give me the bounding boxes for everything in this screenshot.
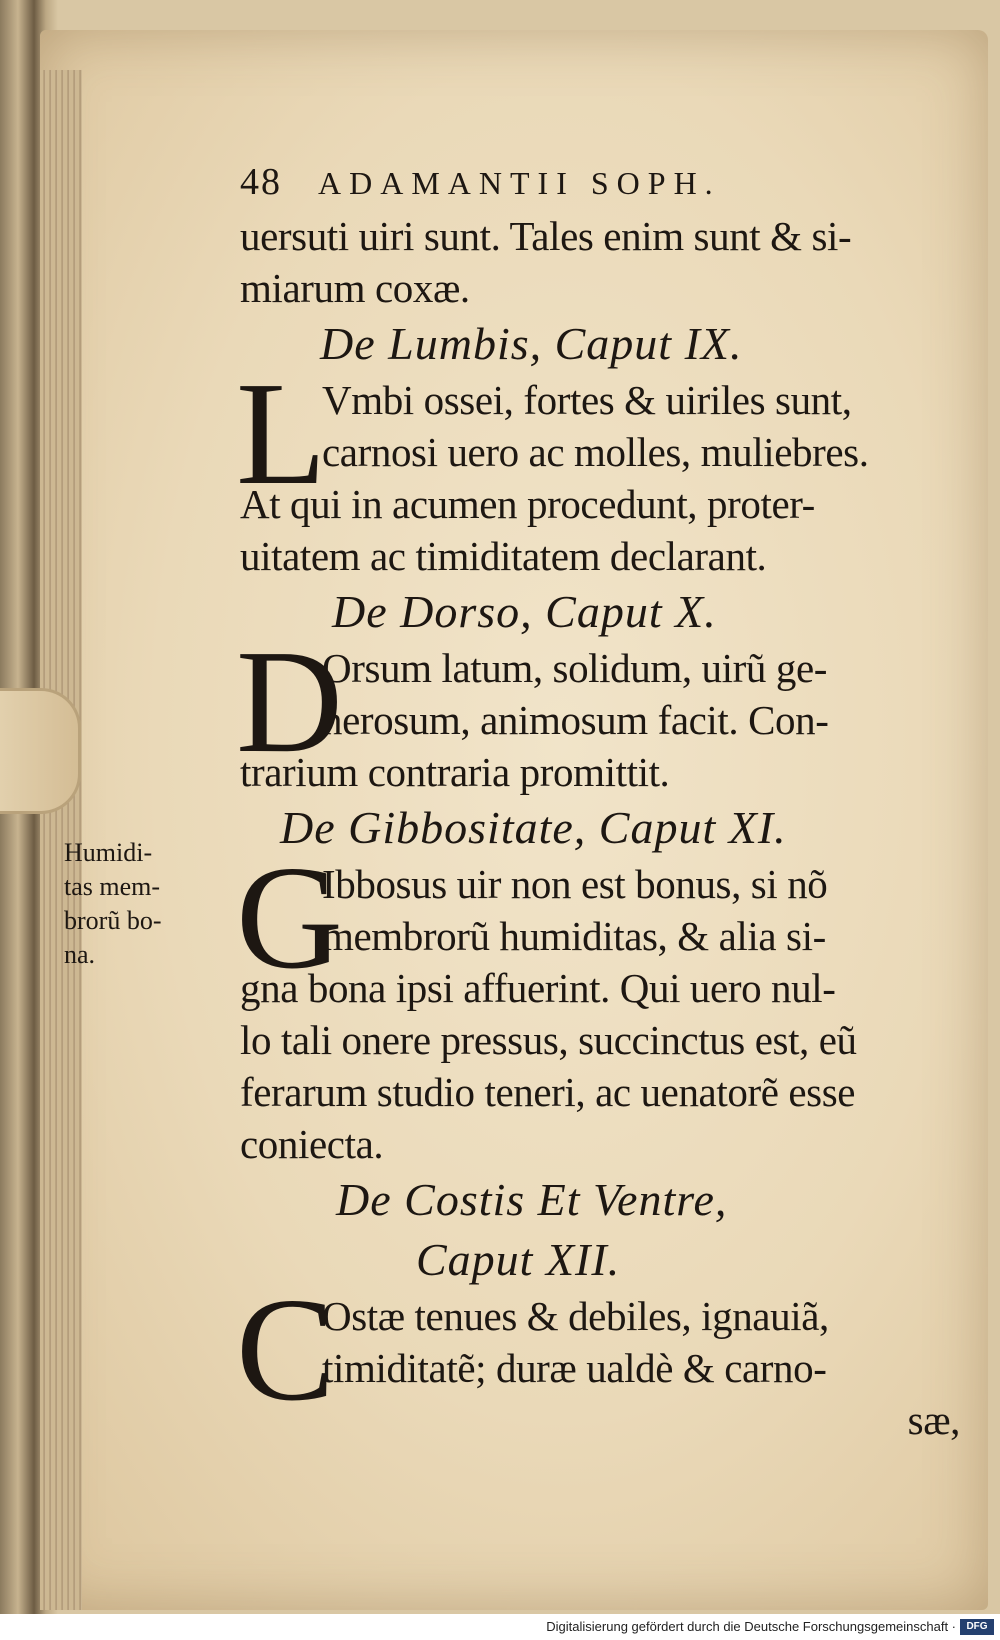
footer-credit: Digitalisierung gefördert durch die Deutsche Forschungsgemeinschaft · bbox=[546, 1619, 956, 1634]
text-line: Vmbi ossei, fortes & uiriles sunt, bbox=[322, 377, 852, 423]
marginal-line: brorũ bo- bbox=[64, 906, 162, 935]
drop-cap: L bbox=[236, 352, 327, 516]
paragraph bbox=[236, 352, 960, 582]
text-line: carnosi uero ac molles, muliebres. bbox=[322, 429, 869, 475]
heading-text: De Costis Et Ventre, bbox=[336, 1174, 728, 1225]
text-line: Ibbosus uir non est bonus, si nõ bbox=[322, 861, 828, 907]
text-line: coniecta. bbox=[240, 1121, 384, 1167]
running-title: ADAMANTII SOPH. bbox=[318, 165, 721, 201]
marginal-line: tas mem- bbox=[64, 872, 161, 901]
heading-text: Caput XII. bbox=[416, 1234, 621, 1285]
dfg-logo: DFG bbox=[960, 1619, 994, 1635]
text-line: miarum coxæ. bbox=[240, 265, 470, 311]
drop-cap: G bbox=[236, 836, 343, 1000]
paragraph bbox=[236, 620, 960, 798]
drop-cap: C bbox=[236, 1268, 335, 1432]
heading-text: De Dorso, Caput X. bbox=[332, 586, 717, 637]
text-line: uersuti uiri sunt. Tales enim sunt & si- bbox=[240, 213, 852, 259]
heading-text: De Lumbis, Caput IX. bbox=[320, 318, 743, 369]
paragraph bbox=[236, 1268, 960, 1446]
page-tab bbox=[0, 688, 81, 814]
marginal-note bbox=[64, 836, 214, 972]
chapter-heading bbox=[240, 1230, 960, 1290]
heading-text: De Gibbositate, Caput XI. bbox=[280, 802, 787, 853]
text-line: ferarum studio teneri, ac uenatorẽ esse bbox=[240, 1069, 856, 1115]
chapter-heading bbox=[240, 1170, 960, 1230]
page-text bbox=[236, 160, 960, 1446]
paragraph bbox=[236, 836, 960, 1170]
marginal-line: Humidi- bbox=[64, 838, 153, 867]
page-number: 48 bbox=[240, 161, 282, 203]
marginal-line: na. bbox=[64, 940, 96, 969]
running-head bbox=[240, 160, 960, 210]
text-line: nerosum, animosum facit. Con- bbox=[322, 697, 829, 743]
text-line: gna bona ipsi affuerint. Qui uero nul- bbox=[240, 965, 836, 1011]
text-line: lo tali onere pressus, succinctus est, eũ bbox=[240, 1017, 857, 1063]
text-line: timiditatẽ; duræ ualdè & carno- bbox=[322, 1345, 827, 1391]
chapter-heading bbox=[240, 798, 960, 858]
text-line: uitatem ac timiditatem declarant. bbox=[240, 533, 767, 579]
chapter-heading bbox=[240, 582, 960, 642]
text-line: Ostæ tenues & debiles, ignauiã, bbox=[322, 1293, 829, 1339]
text-line: membrorũ humiditas, & alia si- bbox=[322, 913, 826, 959]
catchword: sæ, bbox=[907, 1397, 960, 1443]
text-line: trarium contraria promittit. bbox=[240, 749, 670, 795]
digitization-footer bbox=[0, 1614, 1000, 1640]
drop-cap: D bbox=[236, 620, 343, 784]
text-line: Orsum latum, solidum, uirũ ge- bbox=[322, 645, 828, 691]
chapter-heading bbox=[240, 314, 960, 374]
text-line: At qui in acumen procedunt, proter- bbox=[240, 481, 815, 527]
